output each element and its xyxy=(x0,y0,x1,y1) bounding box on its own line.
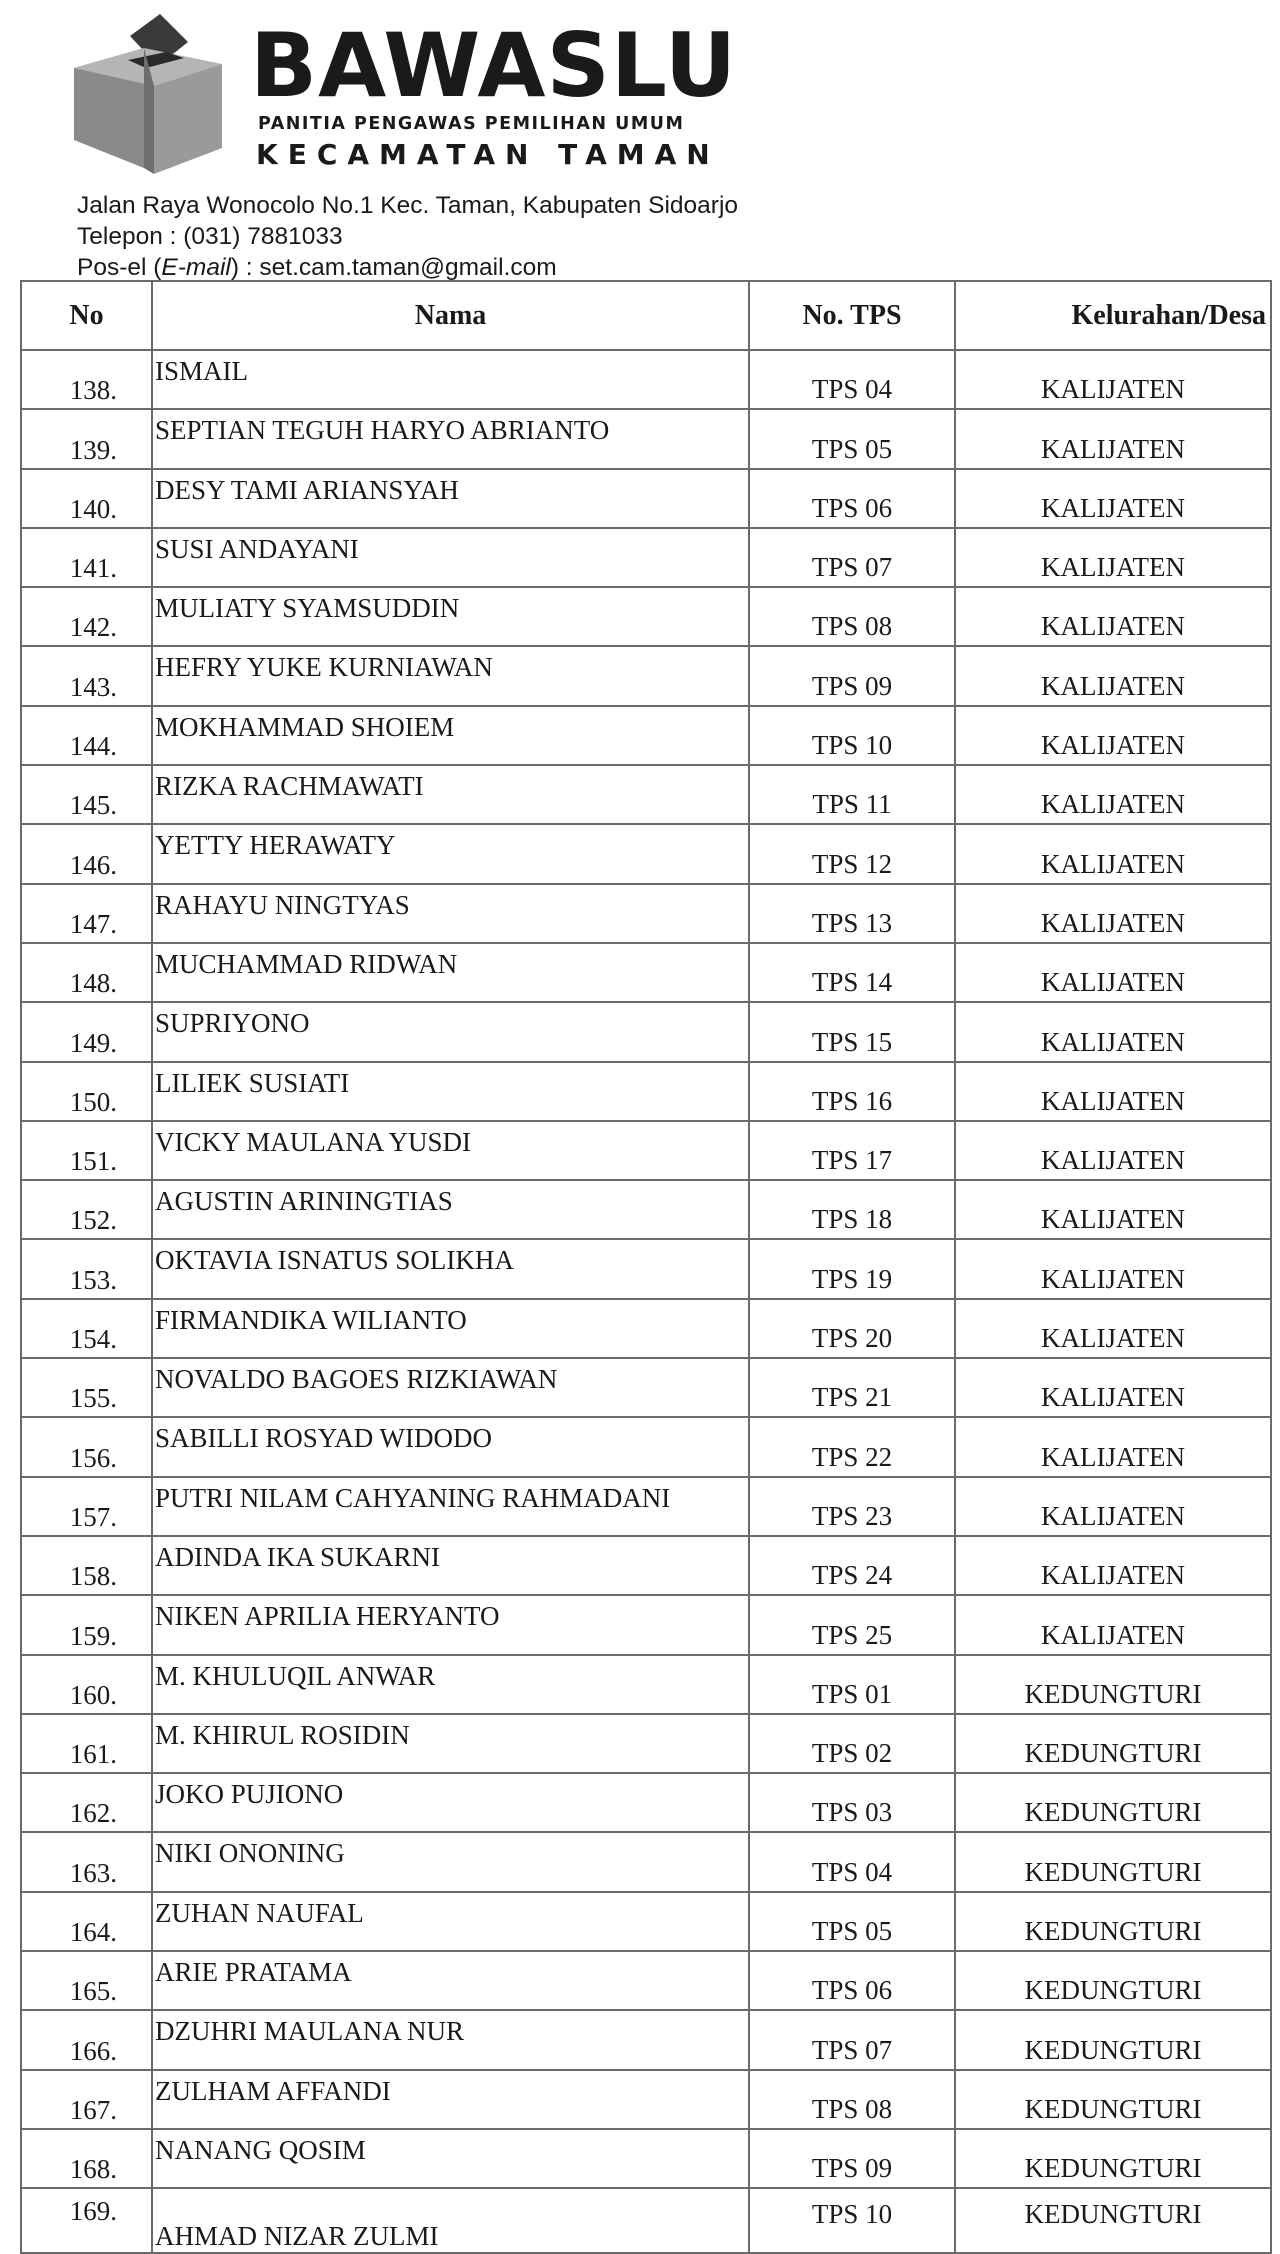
contact-block xyxy=(77,190,738,283)
cell-tps: TPS 09 xyxy=(749,2129,955,2188)
cell-no: 166. xyxy=(21,2010,152,2069)
letterhead xyxy=(72,8,772,178)
header-nama: Nama xyxy=(152,281,749,350)
cell-tps: TPS 25 xyxy=(749,1595,955,1654)
cell-no: 142. xyxy=(21,587,152,646)
cell-tps: TPS 10 xyxy=(749,2188,955,2252)
cell-no: 159. xyxy=(21,1595,152,1654)
table-row xyxy=(21,943,1271,1002)
cell-no: 164. xyxy=(21,1892,152,1951)
table-row xyxy=(21,1239,1271,1298)
table-row xyxy=(21,1180,1271,1239)
cell-tps: TPS 21 xyxy=(749,1358,955,1417)
cell-nama: AHMAD NIZAR ZULMI xyxy=(152,2188,749,2252)
cell-desa: KEDUNGTURI xyxy=(955,1655,1271,1714)
cell-desa: KALIJATEN xyxy=(955,765,1271,824)
cell-no: 147. xyxy=(21,884,152,943)
cell-no: 152. xyxy=(21,1180,152,1239)
cell-desa: KALIJATEN xyxy=(955,1536,1271,1595)
cell-no: 143. xyxy=(21,646,152,705)
cell-nama: NIKEN APRILIA HERYANTO xyxy=(152,1595,749,1654)
cell-tps: TPS 05 xyxy=(749,1892,955,1951)
cell-nama: SEPTIAN TEGUH HARYO ABRIANTO xyxy=(152,409,749,468)
cell-tps: TPS 12 xyxy=(749,824,955,883)
cell-no: 144. xyxy=(21,706,152,765)
cell-no: 168. xyxy=(21,2129,152,2188)
table-row xyxy=(21,1477,1271,1536)
header-desa: Kelurahan/Desa xyxy=(955,281,1271,350)
cell-desa: KEDUNGTURI xyxy=(955,2188,1271,2252)
cell-desa: KALIJATEN xyxy=(955,884,1271,943)
cell-nama: M. KHIRUL ROSIDIN xyxy=(152,1714,749,1773)
table-header-row xyxy=(21,281,1271,350)
cell-desa: KALIJATEN xyxy=(955,1595,1271,1654)
cell-desa: KALIJATEN xyxy=(955,1358,1271,1417)
cell-desa: KALIJATEN xyxy=(955,1062,1271,1121)
cell-desa: KEDUNGTURI xyxy=(955,1714,1271,1773)
cell-tps: TPS 10 xyxy=(749,706,955,765)
table-row xyxy=(21,2188,1271,2252)
cell-nama: SUSI ANDAYANI xyxy=(152,528,749,587)
cell-tps: TPS 09 xyxy=(749,646,955,705)
cell-nama: YETTY HERAWATY xyxy=(152,824,749,883)
email-address: ) : set.cam.taman@gmail.com xyxy=(230,254,557,281)
cell-tps: TPS 14 xyxy=(749,943,955,1002)
table-row xyxy=(21,2010,1271,2069)
cell-nama: LILIEK SUSIATI xyxy=(152,1062,749,1121)
cell-nama: MOKHAMMAD SHOIEM xyxy=(152,706,749,765)
cell-tps: TPS 04 xyxy=(749,350,955,409)
cell-tps: TPS 23 xyxy=(749,1477,955,1536)
cell-tps: TPS 07 xyxy=(749,2010,955,2069)
cell-tps: TPS 08 xyxy=(749,2070,955,2129)
cell-desa: KALIJATEN xyxy=(955,706,1271,765)
table-row xyxy=(21,1299,1271,1358)
cell-nama: ISMAIL xyxy=(152,350,749,409)
cell-desa: KEDUNGTURI xyxy=(955,1951,1271,2010)
cell-nama: HEFRY YUKE KURNIAWAN xyxy=(152,646,749,705)
table-row xyxy=(21,469,1271,528)
cell-nama: SABILLI ROSYAD WIDODO xyxy=(152,1417,749,1476)
cell-tps: TPS 04 xyxy=(749,1832,955,1891)
table-row xyxy=(21,1358,1271,1417)
cell-desa: KALIJATEN xyxy=(955,469,1271,528)
cell-nama: AGUSTIN ARININGTIAS xyxy=(152,1180,749,1239)
cell-tps: TPS 03 xyxy=(749,1773,955,1832)
cell-no: 155. xyxy=(21,1358,152,1417)
table-row xyxy=(21,409,1271,468)
cell-nama: MULIATY SYAMSUDDIN xyxy=(152,587,749,646)
table-row xyxy=(21,528,1271,587)
cell-nama: M. KHULUQIL ANWAR xyxy=(152,1655,749,1714)
cell-desa: KALIJATEN xyxy=(955,350,1271,409)
cell-desa: KEDUNGTURI xyxy=(955,2070,1271,2129)
cell-desa: KALIJATEN xyxy=(955,1477,1271,1536)
cell-desa: KALIJATEN xyxy=(955,943,1271,1002)
header-tps: No. TPS xyxy=(749,281,955,350)
cell-tps: TPS 15 xyxy=(749,1002,955,1061)
cell-desa: KALIJATEN xyxy=(955,824,1271,883)
table-row xyxy=(21,1595,1271,1654)
contact-email xyxy=(77,252,738,283)
org-district: KECAMATAN TAMAN xyxy=(256,138,720,171)
cell-tps: TPS 02 xyxy=(749,1714,955,1773)
cell-no: 156. xyxy=(21,1417,152,1476)
cell-nama: RIZKA RACHMAWATI xyxy=(152,765,749,824)
cell-tps: TPS 13 xyxy=(749,884,955,943)
cell-no: 151. xyxy=(21,1121,152,1180)
cell-no: 148. xyxy=(21,943,152,1002)
cell-desa: KALIJATEN xyxy=(955,1417,1271,1476)
table-row xyxy=(21,765,1271,824)
cell-desa: KALIJATEN xyxy=(955,1299,1271,1358)
cell-nama: ADINDA IKA SUKARNI xyxy=(152,1536,749,1595)
cell-desa: KALIJATEN xyxy=(955,646,1271,705)
cell-nama: VICKY MAULANA YUSDI xyxy=(152,1121,749,1180)
cell-tps: TPS 18 xyxy=(749,1180,955,1239)
cell-nama: DZUHRI MAULANA NUR xyxy=(152,2010,749,2069)
cell-no: 153. xyxy=(21,1239,152,1298)
cell-desa: KEDUNGTURI xyxy=(955,2010,1271,2069)
table-row xyxy=(21,1417,1271,1476)
org-name: BAWASLU xyxy=(250,14,738,117)
table-row xyxy=(21,2070,1271,2129)
cell-no: 141. xyxy=(21,528,152,587)
cell-nama: NIKI ONONING xyxy=(152,1832,749,1891)
table-row xyxy=(21,350,1271,409)
cell-tps: TPS 20 xyxy=(749,1299,955,1358)
cell-no: 165. xyxy=(21,1951,152,2010)
cell-nama: NOVALDO BAGOES RIZKIAWAN xyxy=(152,1358,749,1417)
org-subtitle: PANITIA PENGAWAS PEMILIHAN UMUM xyxy=(258,114,685,134)
cell-nama: DESY TAMI ARIANSYAH xyxy=(152,469,749,528)
cell-tps: TPS 11 xyxy=(749,765,955,824)
table-row xyxy=(21,646,1271,705)
cell-nama: JOKO PUJIONO xyxy=(152,1773,749,1832)
table-row xyxy=(21,1714,1271,1773)
cell-desa: KEDUNGTURI xyxy=(955,2129,1271,2188)
table-row xyxy=(21,1655,1271,1714)
cell-nama: NANANG QOSIM xyxy=(152,2129,749,2188)
supervisor-table xyxy=(20,280,1272,2254)
cell-no: 150. xyxy=(21,1062,152,1121)
cell-tps: TPS 22 xyxy=(749,1417,955,1476)
cell-no: 169. xyxy=(21,2188,152,2252)
table-row xyxy=(21,587,1271,646)
cell-no: 160. xyxy=(21,1655,152,1714)
table-row xyxy=(21,2129,1271,2188)
cell-no: 163. xyxy=(21,1832,152,1891)
cell-tps: TPS 17 xyxy=(749,1121,955,1180)
cell-desa: KEDUNGTURI xyxy=(955,1832,1271,1891)
cell-no: 140. xyxy=(21,469,152,528)
cell-nama: SUPRIYONO xyxy=(152,1002,749,1061)
cell-nama: RAHAYU NINGTYAS xyxy=(152,884,749,943)
cell-nama: FIRMANDIKA WILIANTO xyxy=(152,1299,749,1358)
table-row xyxy=(21,1062,1271,1121)
email-label: E-mail xyxy=(161,254,231,281)
table-row xyxy=(21,1536,1271,1595)
cell-nama: ARIE PRATAMA xyxy=(152,1951,749,2010)
table-row xyxy=(21,1773,1271,1832)
cell-tps: TPS 08 xyxy=(749,587,955,646)
table-row xyxy=(21,1951,1271,2010)
cell-no: 149. xyxy=(21,1002,152,1061)
cell-no: 162. xyxy=(21,1773,152,1832)
cell-no: 158. xyxy=(21,1536,152,1595)
table-row xyxy=(21,1892,1271,1951)
cell-no: 139. xyxy=(21,409,152,468)
table-row xyxy=(21,884,1271,943)
cell-desa: KALIJATEN xyxy=(955,1121,1271,1180)
cell-desa: KEDUNGTURI xyxy=(955,1892,1271,1951)
cell-nama: MUCHAMMAD RIDWAN xyxy=(152,943,749,1002)
cell-desa: KALIJATEN xyxy=(955,528,1271,587)
cell-tps: TPS 06 xyxy=(749,469,955,528)
ballot-box-icon xyxy=(72,8,242,178)
cell-tps: TPS 01 xyxy=(749,1655,955,1714)
cell-nama: PUTRI NILAM CAHYANING RAHMADANI xyxy=(152,1477,749,1536)
cell-no: 146. xyxy=(21,824,152,883)
cell-no: 154. xyxy=(21,1299,152,1358)
header-no: No xyxy=(21,281,152,350)
contact-address: Jalan Raya Wonocolo No.1 Kec. Taman, Kabupaten Sidoarjo xyxy=(77,192,739,219)
cell-desa: KEDUNGTURI xyxy=(955,1773,1271,1832)
cell-tps: TPS 16 xyxy=(749,1062,955,1121)
cell-no: 167. xyxy=(21,2070,152,2129)
email-prefix: Pos-el ( xyxy=(77,254,162,281)
table-body xyxy=(21,350,1271,2253)
cell-no: 138. xyxy=(21,350,152,409)
cell-tps: TPS 06 xyxy=(749,1951,955,2010)
cell-nama: OKTAVIA ISNATUS SOLIKHA xyxy=(152,1239,749,1298)
cell-tps: TPS 07 xyxy=(749,528,955,587)
cell-desa: KALIJATEN xyxy=(955,1002,1271,1061)
cell-tps: TPS 19 xyxy=(749,1239,955,1298)
cell-nama: ZUHAN NAUFAL xyxy=(152,1892,749,1951)
cell-desa: KALIJATEN xyxy=(955,1239,1271,1298)
cell-tps: TPS 24 xyxy=(749,1536,955,1595)
contact-phone: Telepon : (031) 7881033 xyxy=(77,223,343,250)
table-row xyxy=(21,1121,1271,1180)
table-row xyxy=(21,1832,1271,1891)
cell-no: 145. xyxy=(21,765,152,824)
cell-nama: ZULHAM AFFANDI xyxy=(152,2070,749,2129)
cell-desa: KALIJATEN xyxy=(955,1180,1271,1239)
cell-desa: KALIJATEN xyxy=(955,587,1271,646)
table-row xyxy=(21,706,1271,765)
cell-tps: TPS 05 xyxy=(749,409,955,468)
cell-no: 161. xyxy=(21,1714,152,1773)
table-row xyxy=(21,824,1271,883)
table-row xyxy=(21,1002,1271,1061)
cell-no: 157. xyxy=(21,1477,152,1536)
cell-desa: KALIJATEN xyxy=(955,409,1271,468)
